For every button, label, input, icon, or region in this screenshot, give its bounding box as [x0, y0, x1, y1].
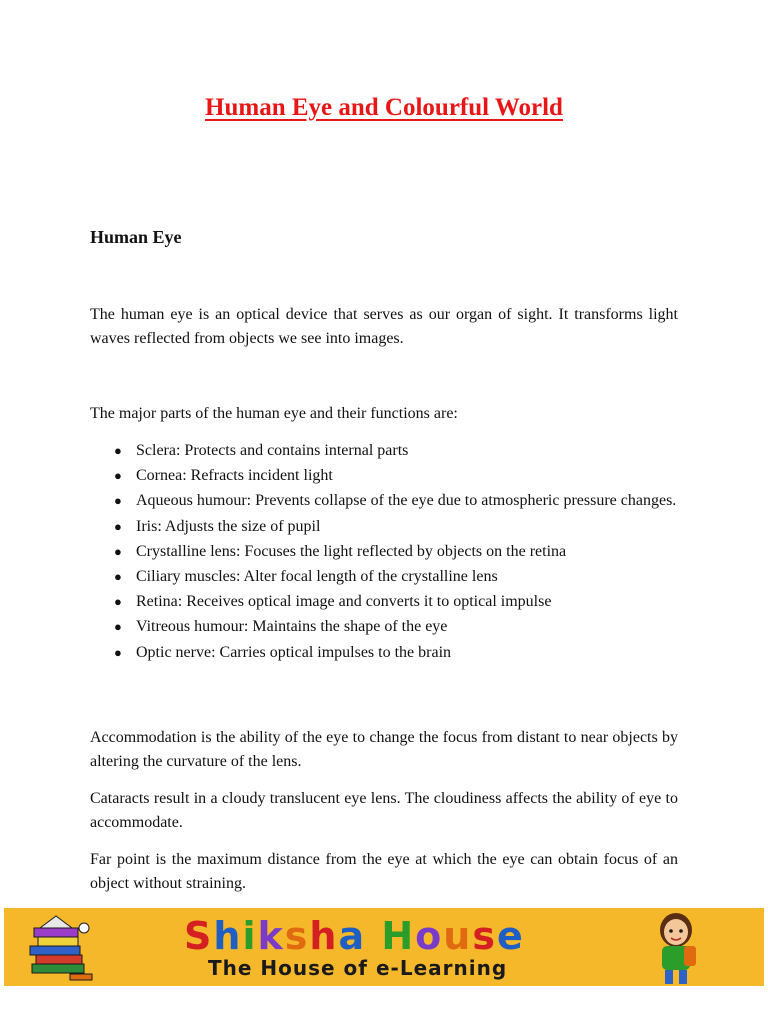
list-item-text: Optic nerve: Carries optical impulses to the brain: [136, 643, 452, 661]
brand-letter: h: [213, 914, 243, 958]
list-item: [90, 515, 690, 539]
bullet-icon: ●: [114, 443, 122, 458]
bullet-icon: ●: [114, 518, 122, 534]
bullet-icon: ●: [114, 468, 122, 484]
bullet-icon: ●: [114, 594, 122, 610]
list-item-text: Crystalline lens: Focuses the light reflected by objects on the retina: [136, 542, 567, 560]
list-item-text: Ciliary muscles: Alter focal length of the crystalline lens: [136, 567, 498, 585]
brand-letter: H: [381, 914, 416, 958]
brand-letter: S: [184, 914, 214, 958]
student-mascot-icon: [646, 910, 706, 986]
brand-logo: [184, 914, 525, 958]
brand-letter: h: [309, 914, 339, 958]
list-item-text: Iris: Adjusts the size of pupil: [136, 517, 321, 535]
list-item: [90, 540, 690, 564]
bullet-icon: ●: [114, 493, 122, 509]
brand-letter: a: [338, 914, 367, 958]
brand-letter: s: [472, 914, 497, 958]
accommodation-paragraph: Accommodation is the ability of the eye to change the focus from distant to near objects by altering the curvature of the lens.: [90, 729, 678, 770]
intro-paragraph: The human eye is an optical device that serves as our organ of sight. It transforms light waves reflected from objects we see into images.: [90, 306, 678, 347]
list-item: [90, 464, 690, 488]
list-item: [90, 590, 690, 614]
list-item: [90, 439, 690, 463]
brand-tagline: The House of e-Learning: [208, 956, 508, 980]
brand-letter: s: [284, 914, 310, 958]
list-item-text: Vitreous humour: Maintains the shape of the eye: [136, 618, 448, 636]
document-title: Human Eye and Colourful World: [205, 94, 563, 121]
parts-intro-paragraph: The major parts of the human eye and their functions are:: [90, 405, 458, 422]
list-item: [90, 565, 690, 589]
brand-letter: [366, 914, 381, 958]
list-item-text: Cornea: Refracts incident light: [136, 467, 333, 485]
far-point-paragraph: Far point is the maximum distance from the eye at which the eye can obtain focus of an object without straining.: [90, 851, 678, 892]
section-heading: Human Eye: [90, 227, 182, 247]
brand-letter: e: [496, 914, 525, 958]
list-item: [90, 641, 690, 665]
cataracts-paragraph: Cataracts result in a cloudy translucent eye lens. The cloudiness affects the ability of eye to accommodate.: [90, 790, 678, 831]
footer-banner: [4, 908, 764, 986]
brand-letter: u: [443, 914, 473, 958]
bullet-icon: ●: [114, 568, 122, 584]
bullet-icon: ●: [114, 619, 122, 635]
list-item: [90, 615, 690, 639]
list-item-text: Sclera: Protects and contains internal parts: [136, 442, 409, 459]
brand-letter: k: [257, 914, 285, 958]
brand-letter: i: [242, 914, 258, 958]
brand-letter: o: [415, 914, 444, 958]
bullet-icon: ●: [114, 644, 122, 660]
list-item-text: Retina: Receives optical image and converts it to optical impulse: [136, 593, 552, 611]
eye-parts-list: [90, 439, 690, 666]
list-item-text: Aqueous humour: Prevents collapse of the eye due to atmospheric pressure changes.: [136, 492, 677, 510]
list-item: [90, 489, 690, 513]
bullet-icon: ●: [114, 543, 122, 559]
books-stack-icon: [26, 914, 96, 982]
